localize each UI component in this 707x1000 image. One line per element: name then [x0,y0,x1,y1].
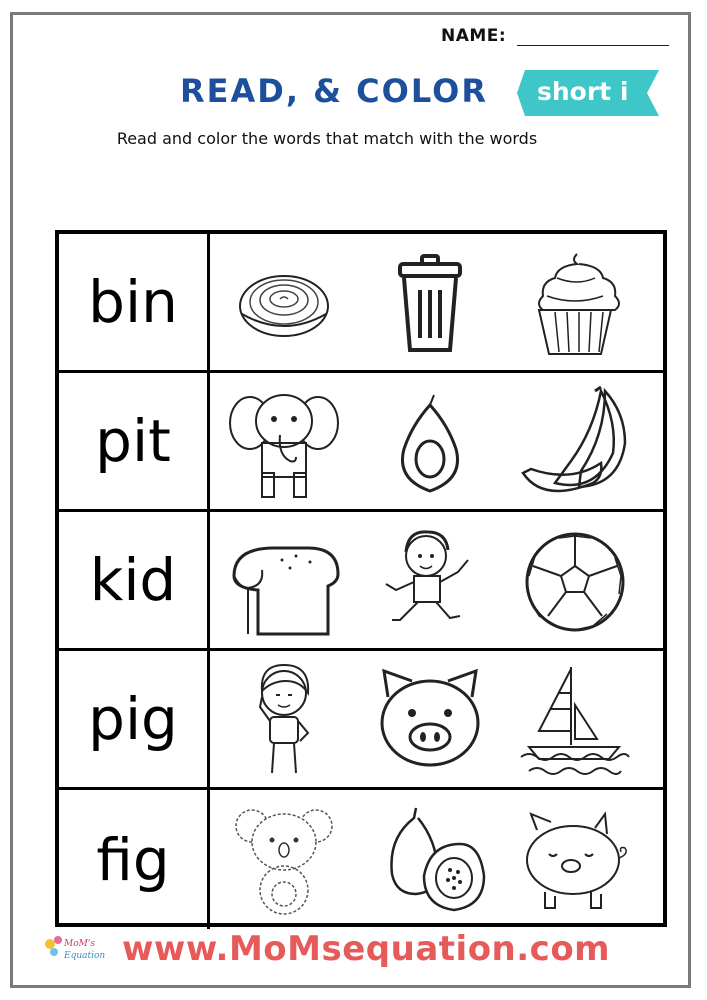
soccer-ball-icon[interactable] [515,522,635,640]
table-row [59,373,663,512]
tag-label: short i [537,77,629,106]
word-cell [59,651,210,787]
pig-face-icon[interactable] [370,661,490,779]
word-cell [59,234,210,370]
table-row [59,651,663,790]
word-cell [59,373,210,509]
table-row [59,512,663,651]
short-i-tag [517,70,659,116]
word-label: bin [88,268,178,336]
elephant-icon[interactable] [224,383,344,501]
page-title: READ, & COLOR [180,72,488,110]
moms-equation-logo [40,930,110,970]
word-cell [59,790,210,929]
cinnamon-roll-icon[interactable] [224,244,344,362]
website-url[interactable]: www.MoMsequation.com [122,929,611,969]
word-picture-grid [55,230,667,927]
name-field-line[interactable] [517,45,669,46]
svg-text:Equation: Equation [64,951,106,961]
logo-icon [40,930,110,970]
piglet-icon[interactable] [515,800,635,918]
kid-icon[interactable] [370,522,490,640]
fig-icon[interactable] [370,800,490,918]
word-label: kid [89,546,177,614]
table-row [59,234,663,373]
trash-bin-icon[interactable] [370,244,490,362]
svg-text:MoM's: MoM's [64,939,95,949]
avocado-icon[interactable] [370,383,490,501]
table-row [59,790,663,929]
koala-icon[interactable] [224,800,344,918]
word-label: pig [88,685,178,753]
sailboat-icon[interactable] [515,661,635,779]
bananas-icon[interactable] [515,383,635,501]
boy-icon[interactable] [224,661,344,779]
word-cell [59,512,210,648]
cupcake-icon[interactable] [515,244,635,362]
word-label: fig [96,825,170,894]
word-label: pit [95,407,171,475]
name-label: NAME: [441,26,507,46]
instructions-text: Read and color the words that match with the words [116,129,538,148]
bread-loaf-icon[interactable] [224,522,344,640]
